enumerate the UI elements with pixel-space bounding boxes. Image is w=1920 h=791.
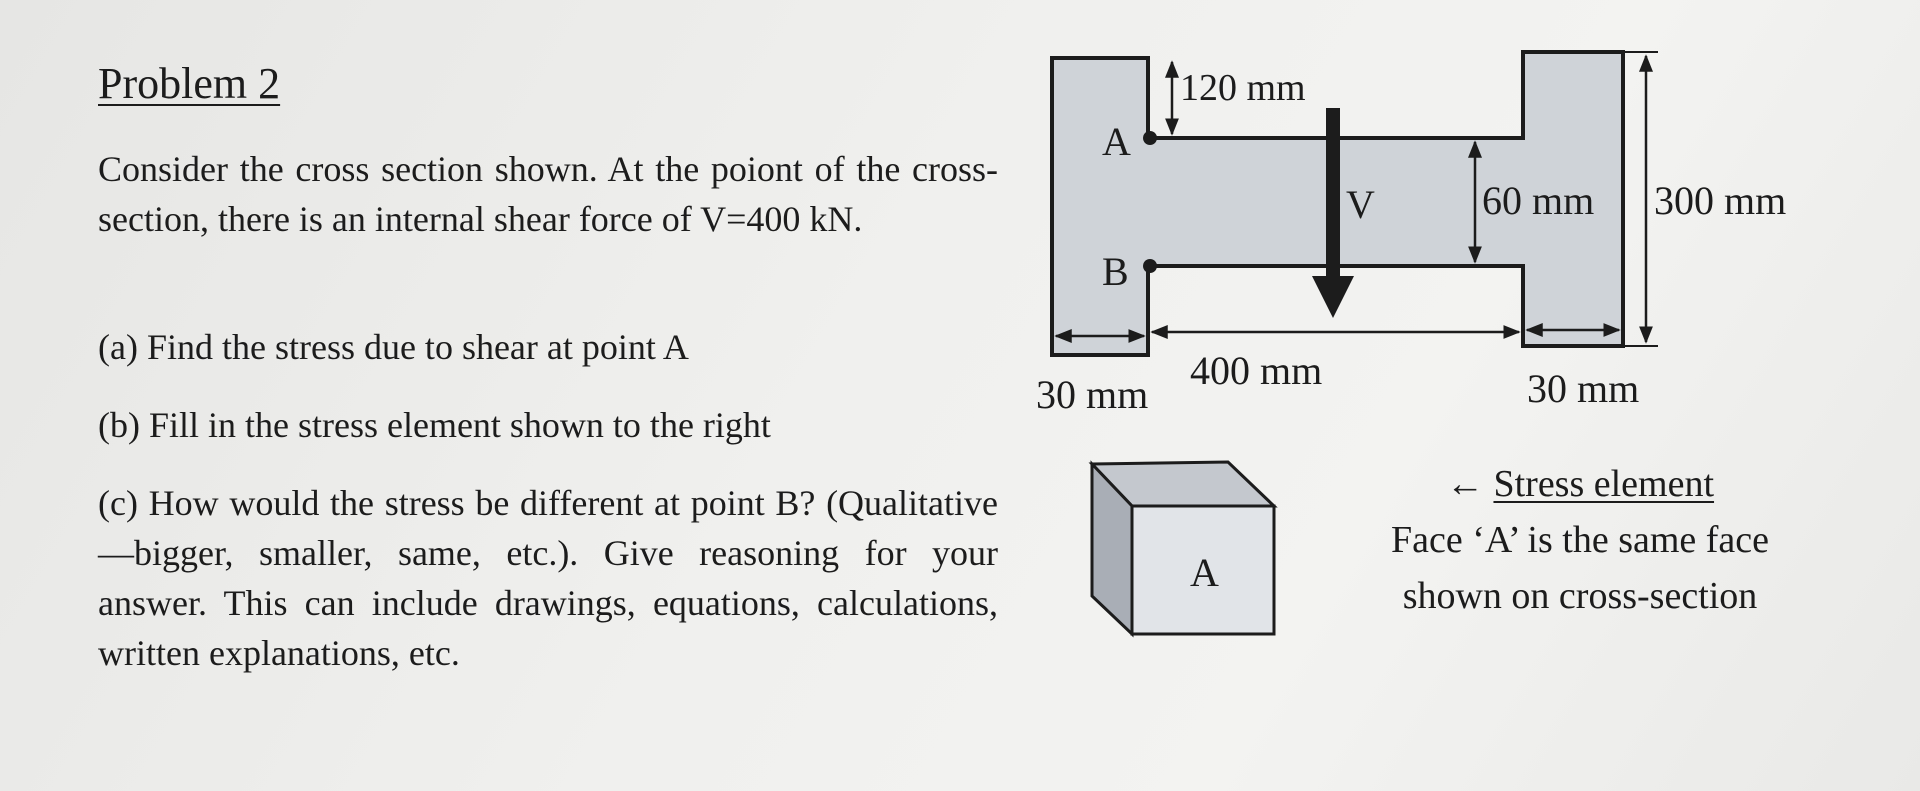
shear-arrow-shaft: [1326, 108, 1340, 278]
shear-arrow-head: [1312, 276, 1354, 318]
shear-force-label: V: [1346, 182, 1375, 227]
point-a-label: A: [1102, 119, 1131, 164]
dim-300-label: 300 mm: [1654, 178, 1787, 223]
stress-element-cube: [1092, 462, 1274, 634]
stress-element-note-line2: shown on cross-section: [1402, 575, 1758, 617]
dim-30-left-label: 30 mm: [1036, 372, 1149, 417]
part-c-text: (c) How would the stress be different at point B? (Qualitative—bigger, smaller, same, etc.). Give reasoning for your answer. This can include drawings, equations, calculations, written explanations, etc.: [98, 483, 998, 673]
problem-intro-text: Consider the cross section shown. At the poiont of the cross-section, there is an internal shear force of V=400 kN.: [98, 149, 998, 239]
cube-face-a-label: A: [1190, 550, 1219, 595]
dim-30-right-label: 30 mm: [1527, 366, 1640, 411]
point-b-marker: [1143, 259, 1157, 273]
problem-title: Problem 2: [98, 59, 281, 108]
stress-element-caption: [1300, 456, 1860, 512]
dim-60-label: 60 mm: [1482, 178, 1595, 223]
left-arrow-icon: ←: [1445, 463, 1484, 505]
part-a-text: (a) Find the stress due to shear at point A: [98, 327, 689, 367]
point-b-label: B: [1102, 249, 1129, 294]
stress-element-note-line1: Face ‘A’ is the same face: [1390, 519, 1770, 561]
point-a-marker: [1143, 131, 1157, 145]
dim-400-label: 400 mm: [1190, 348, 1323, 393]
part-b-text: (b) Fill in the stress element shown to the right: [98, 405, 771, 445]
stress-element-title: Stress element: [1493, 463, 1715, 505]
dim-120-label: 120 mm: [1180, 67, 1306, 109]
